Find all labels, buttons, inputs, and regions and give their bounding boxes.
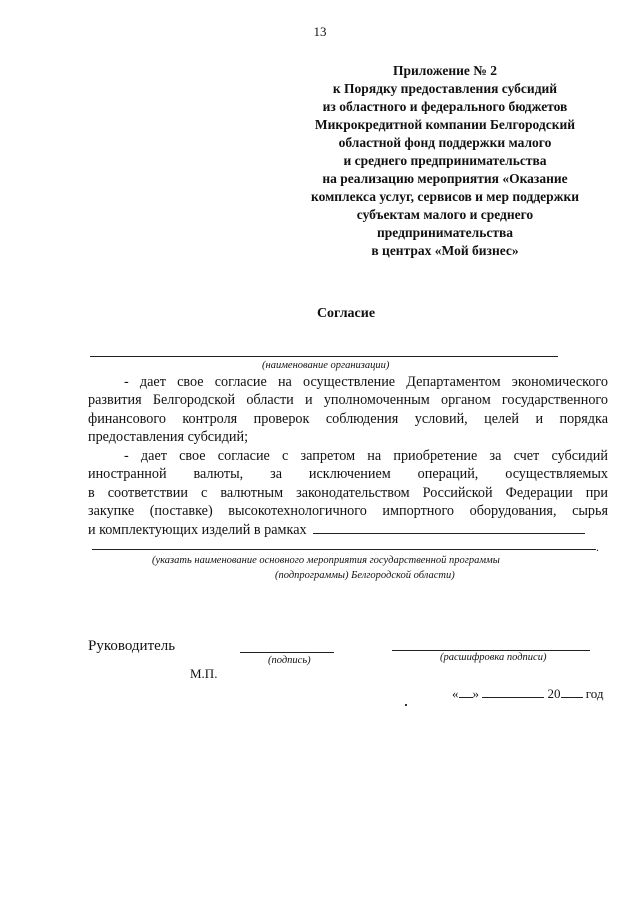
page-number: 13 [313,24,327,39]
date-open-quote: « [452,686,459,701]
organization-caption: (наименование организации) [262,360,390,371]
appendix-line: и среднего предпринимательства [343,153,547,168]
appendix-line: областной фонд поддержки малого [338,135,552,150]
text-fragment: и комплектующих изделий в рамках [88,521,307,538]
date-line [452,686,604,702]
date-close-quote: » [472,686,479,701]
day-field[interactable] [459,687,473,698]
appendix-line: к Порядку предоставления субсидий [332,81,558,96]
text-line: предоставления субсидий; [88,429,249,446]
text-line [88,521,608,539]
month-field[interactable] [482,687,544,698]
consent-paragraph-2 [88,447,608,539]
period-mark: . [596,540,599,554]
program-name-field[interactable] [313,521,585,534]
text-line: в соответствии с валютным законодательством Российской Федерации при [88,484,608,501]
organization-name-field[interactable] [90,356,558,357]
program-caption-line: (указать наименование основного мероприятия государственной программы [152,555,500,566]
year-prefix: 20 [547,686,561,701]
document-title: Согласие [316,306,376,321]
appendix-header [270,62,620,260]
text-line: - дает свое согласие на осуществление Департаментом экономического [124,374,608,390]
signature-field[interactable] [240,652,334,653]
year-suffix: год [585,686,604,701]
appendix-line: Микрокредитной компании Белгородский [314,117,576,132]
text-line: иностранной валюты, за исключением операций, осуществляемых [88,466,608,483]
appendix-line: предпринимательства [376,225,514,240]
program-caption-line: (подпрограммы) Белгородской области) [275,570,455,581]
signature-decoding-caption: (расшифровка подписи) [440,652,547,663]
text-line: развития Белгородской области и уполномоченным органом государственного [88,392,608,409]
consent-paragraph-1 [88,373,608,447]
appendix-line: на реализацию мероприятия «Оказание [322,171,568,186]
text-line: - дает свое согласие с запретом на приобретение за счет субсидий [124,448,608,464]
text-line: финансового контроля проверок соблюдения условий, целей и порядка [88,410,608,427]
appendix-line: субъектам малого и среднего [356,207,534,222]
appendix-line: в центрах «Мой бизнес» [371,243,519,258]
scan-mark [405,704,407,706]
year-field[interactable] [561,687,583,698]
text-line: закупке (поставке) высокотехнологичного импортного оборудования, сырья [88,503,608,520]
appendix-line: комплекса услуг, сервисов и мер поддержки [310,189,580,204]
stamp-label: М.П. [190,666,218,681]
appendix-line: из областного и федерального бюджетов [322,99,568,114]
signature-caption: (подпись) [268,655,311,666]
signature-decoding-field[interactable] [392,650,590,651]
appendix-line: Приложение № 2 [393,63,497,78]
leader-label: Руководитель [88,638,176,654]
program-name-field-continued[interactable] [92,549,596,550]
